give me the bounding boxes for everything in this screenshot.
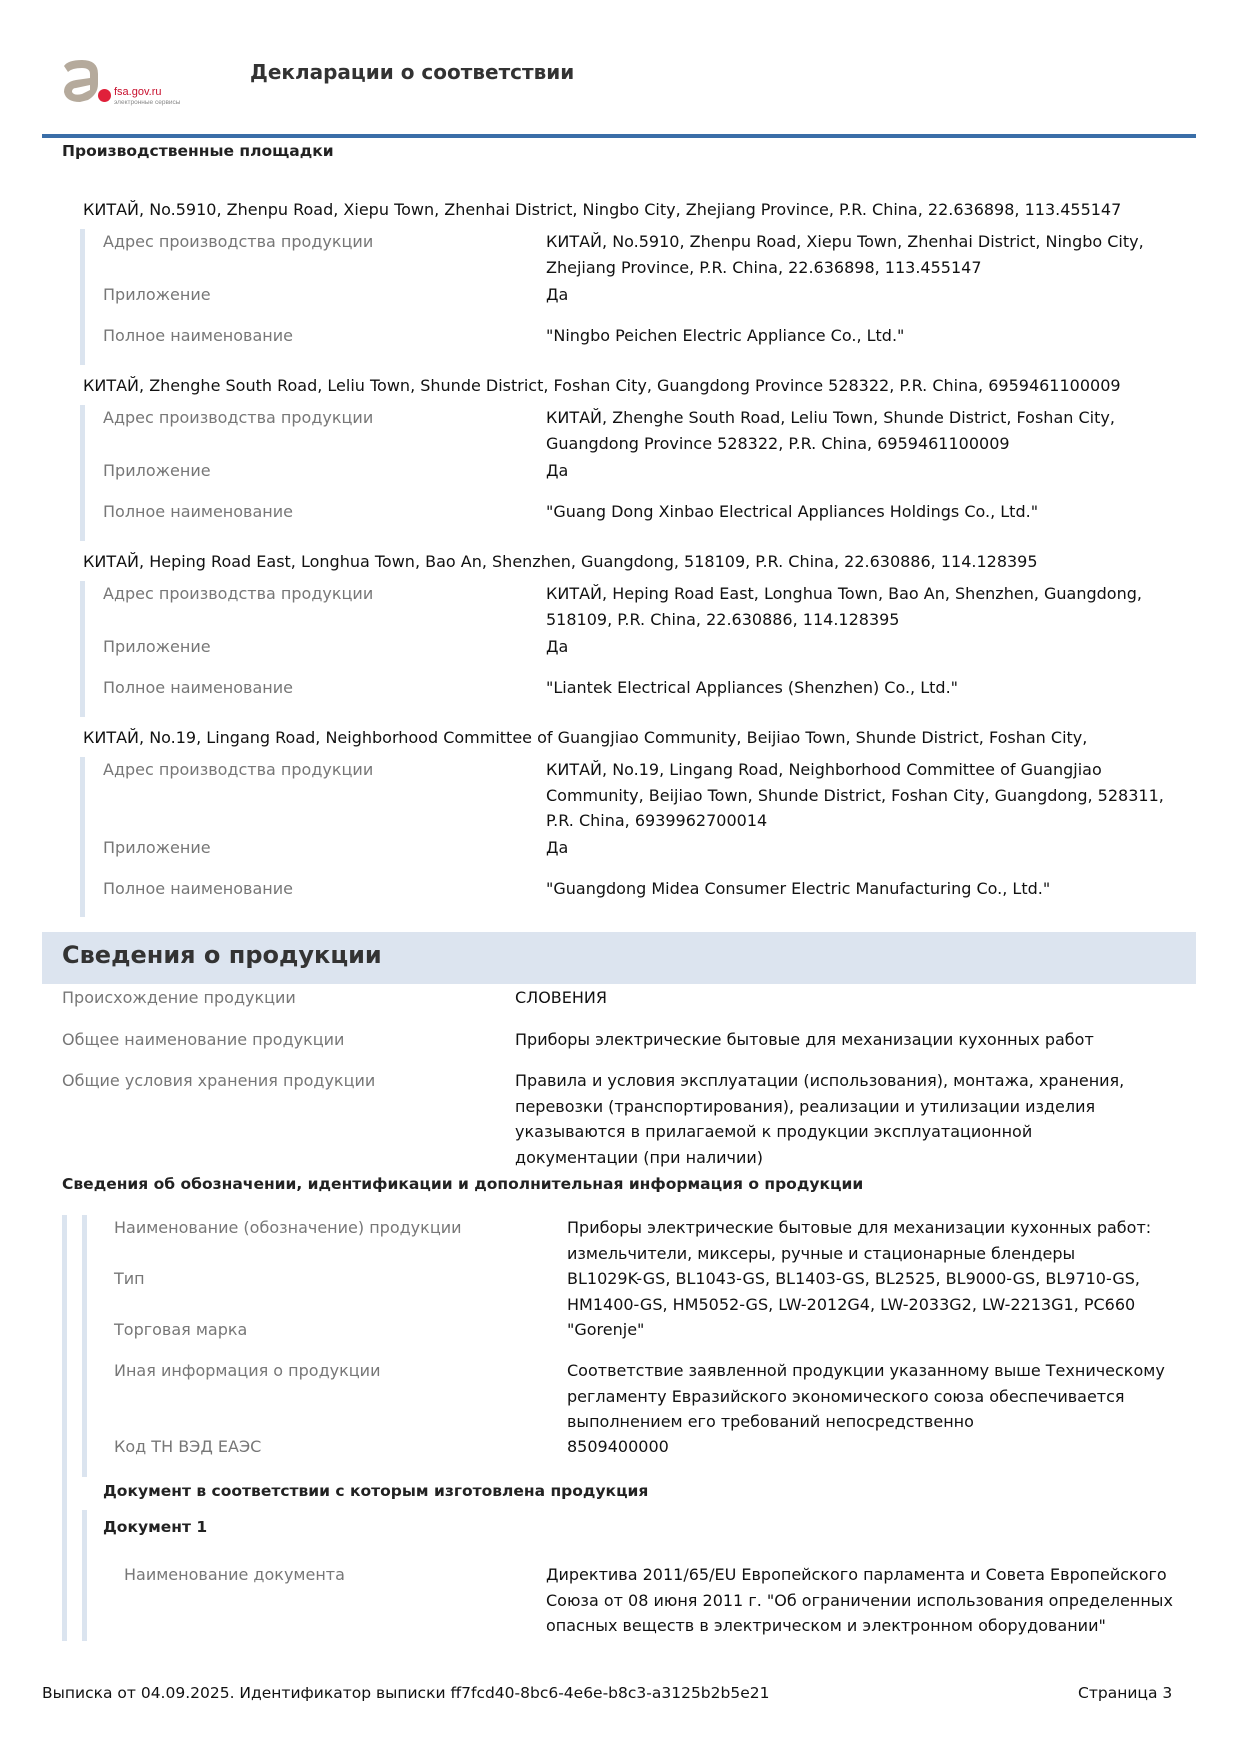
hs-code-value: 8509400000 xyxy=(567,1437,669,1456)
attachment-value: Да xyxy=(546,461,569,480)
storage-line: перевозки (транспортирования), реализации и утилизации изделия xyxy=(515,1096,1096,1116)
product-name-value xyxy=(567,1215,1151,1266)
document-name-line: Союза от 08 июня 2011 г. "Об ограничении использования определенных xyxy=(546,1590,1173,1610)
origin-value: СЛОВЕНИЯ xyxy=(515,988,607,1007)
fullname-label: Полное наименование xyxy=(103,879,293,898)
storage-label: Общие условия хранения продукции xyxy=(62,1071,376,1090)
logo-subtitle: электронные сервисы xyxy=(114,99,181,106)
product-name-line: Приборы электрические бытовые для механизации кухонных работ: xyxy=(567,1218,1152,1237)
document-name-line: Директива 2011/65/EU Европейского парламента и Совета Европейского xyxy=(546,1565,1167,1584)
site-bar xyxy=(80,229,85,365)
logo-site: fsa.gov.ru xyxy=(114,86,162,98)
attachment-label: Приложение xyxy=(103,461,211,480)
document-bar xyxy=(82,1510,87,1641)
address-label: Адрес производства продукции xyxy=(103,232,374,251)
site-bar xyxy=(80,581,85,717)
address-line: Community, Beijiao Town, Shunde District, Foshan City, Guangdong, 528311, xyxy=(546,785,1164,805)
identification-outer-bar xyxy=(62,1215,67,1641)
page-title: Декларации о соответствии xyxy=(250,60,575,84)
address-value xyxy=(546,229,1144,280)
identification-inner-bar xyxy=(82,1215,87,1477)
type-label: Тип xyxy=(114,1269,145,1288)
product-name-label: Наименование (обозначение) продукции xyxy=(114,1218,462,1237)
fsa-logo xyxy=(60,58,210,108)
site-summary: КИТАЙ, Heping Road East, Longhua Town, Bao An, Shenzhen, Guangdong, 518109, P.R. China, 22.630886, 114.128395 xyxy=(83,552,1038,571)
fullname-label: Полное наименование xyxy=(103,678,293,697)
general-name-label: Общее наименование продукции xyxy=(62,1030,345,1049)
other-info-line: регламенту Евразийского экономического союза обеспечивается xyxy=(567,1386,1125,1406)
general-name-value: Приборы электрические бытовые для механизации кухонных работ xyxy=(515,1030,1094,1049)
attachment-value: Да xyxy=(546,285,569,304)
other-info-label: Иная информация о продукции xyxy=(114,1361,381,1380)
address-value xyxy=(546,757,1164,834)
attachment-label: Приложение xyxy=(103,637,211,656)
header-divider xyxy=(42,134,1196,138)
attachment-label: Приложение xyxy=(103,285,211,304)
sites-heading: Производственные площадки xyxy=(62,142,334,160)
type-line: HM1400-GS, HM5052-GS, LW-2012G4, LW-2033G2, LW-2213G1, PC660 xyxy=(567,1294,1136,1314)
address-line: P.R. China, 6939962700014 xyxy=(546,811,768,830)
hs-code-label: Код ТН ВЭД ЕАЭС xyxy=(114,1437,262,1456)
site-bar xyxy=(80,405,85,541)
site-bar xyxy=(80,757,85,917)
site-summary: КИТАЙ, No.5910, Zhenpu Road, Xiepu Town, Zhenhai District, Ningbo City, Zhejiang Province, P.R. China, 22.636898, 113.455147 xyxy=(83,200,1122,219)
brand-label: Торговая марка xyxy=(114,1320,248,1339)
type-line: BL1029K-GS, BL1043-GS, BL1403-GS, BL2525, BL9000-GS, BL9710-GS, xyxy=(567,1269,1140,1288)
storage-line: Правила и условия эксплуатации (использования), монтажа, хранения, xyxy=(515,1071,1125,1090)
extract-info: Выписка от 04.09.2025. Идентификатор выписки ff7fcd40-8bc6-4e6e-b8c3-a3125b2b5e21 xyxy=(42,1684,770,1702)
address-line: КИТАЙ, Heping Road East, Longhua Town, Bao An, Shenzhen, Guangdong, xyxy=(546,584,1142,603)
document-name-line: опасных веществ в электрическом и электронном оборудовании" xyxy=(546,1616,1106,1635)
attachment-value: Да xyxy=(546,838,569,857)
identification-heading: Сведения об обозначении, идентификации и дополнительная информация о продукции xyxy=(62,1175,864,1193)
other-info-line: выполнением его требований непосредственно xyxy=(567,1412,974,1431)
origin-label: Происхождение продукции xyxy=(62,988,296,1007)
document-name-label: Наименование документа xyxy=(124,1565,345,1584)
address-label: Адрес производства продукции xyxy=(103,584,374,603)
page-number: Страница 3 xyxy=(1078,1684,1173,1702)
attachment-value: Да xyxy=(546,637,569,656)
site-summary: КИТАЙ, No.19, Lingang Road, Neighborhood Committee of Guangjiao Community, Beijiao Town, Shunde District, Foshan City, xyxy=(83,728,1088,747)
site-summary: КИТАЙ, Zhenghe South Road, Leliu Town, Shunde District, Foshan City, Guangdong Province 528322, P.R. China, 6959461100009 xyxy=(83,376,1121,395)
address-value xyxy=(546,581,1142,632)
document-1-title: Документ 1 xyxy=(103,1518,208,1536)
logo-dot-icon xyxy=(98,89,111,102)
address-value xyxy=(546,405,1115,456)
address-line: КИТАЙ, Zhenghe South Road, Leliu Town, Shunde District, Foshan City, xyxy=(546,408,1115,427)
storage-line: документации (при наличии) xyxy=(515,1147,763,1167)
address-line: КИТАЙ, No.5910, Zhenpu Road, Xiepu Town, Zhenhai District, Ningbo City, xyxy=(546,232,1144,251)
other-info-line: Соответствие заявленной продукции указанному выше Техническому xyxy=(567,1361,1165,1380)
address-line: Zhejiang Province, P.R. China, 22.636898, 113.455147 xyxy=(546,257,982,277)
product-section-title: Сведения о продукции xyxy=(62,941,382,969)
address-line: Guangdong Province 528322, P.R. China, 6959461100009 xyxy=(546,433,1010,453)
storage-value xyxy=(515,1068,1124,1170)
product-name-line: измельчители, миксеры, ручные и стационарные блендеры xyxy=(567,1243,1076,1263)
address-line: 518109, P.R. China, 22.630886, 114.128395 xyxy=(546,609,900,629)
fullname-value: "Ningbo Peichen Electric Appliance Co., Ltd." xyxy=(546,326,905,345)
fullname-label: Полное наименование xyxy=(103,326,293,345)
fullname-label: Полное наименование xyxy=(103,502,293,521)
address-label: Адрес производства продукции xyxy=(103,760,374,779)
brand-value: "Gorenje" xyxy=(567,1320,645,1339)
type-value xyxy=(567,1266,1140,1317)
fullname-value: "Guang Dong Xinbao Electrical Appliances Holdings Co., Ltd." xyxy=(546,502,1039,521)
document-name-value xyxy=(546,1562,1173,1639)
documents-heading: Документ в соответствии с которым изготовлена продукция xyxy=(103,1482,649,1500)
address-label: Адрес производства продукции xyxy=(103,408,374,427)
storage-line: указываются в прилагаемой к продукции эксплуатационной xyxy=(515,1122,1033,1141)
attachment-label: Приложение xyxy=(103,838,211,857)
address-line: КИТАЙ, No.19, Lingang Road, Neighborhood Committee of Guangjiao xyxy=(546,760,1102,779)
other-info-value xyxy=(567,1358,1165,1435)
fullname-value: "Guangdong Midea Consumer Electric Manufacturing Co., Ltd." xyxy=(546,879,1051,898)
fullname-value: "Liantek Electrical Appliances (Shenzhen) Co., Ltd." xyxy=(546,678,959,697)
